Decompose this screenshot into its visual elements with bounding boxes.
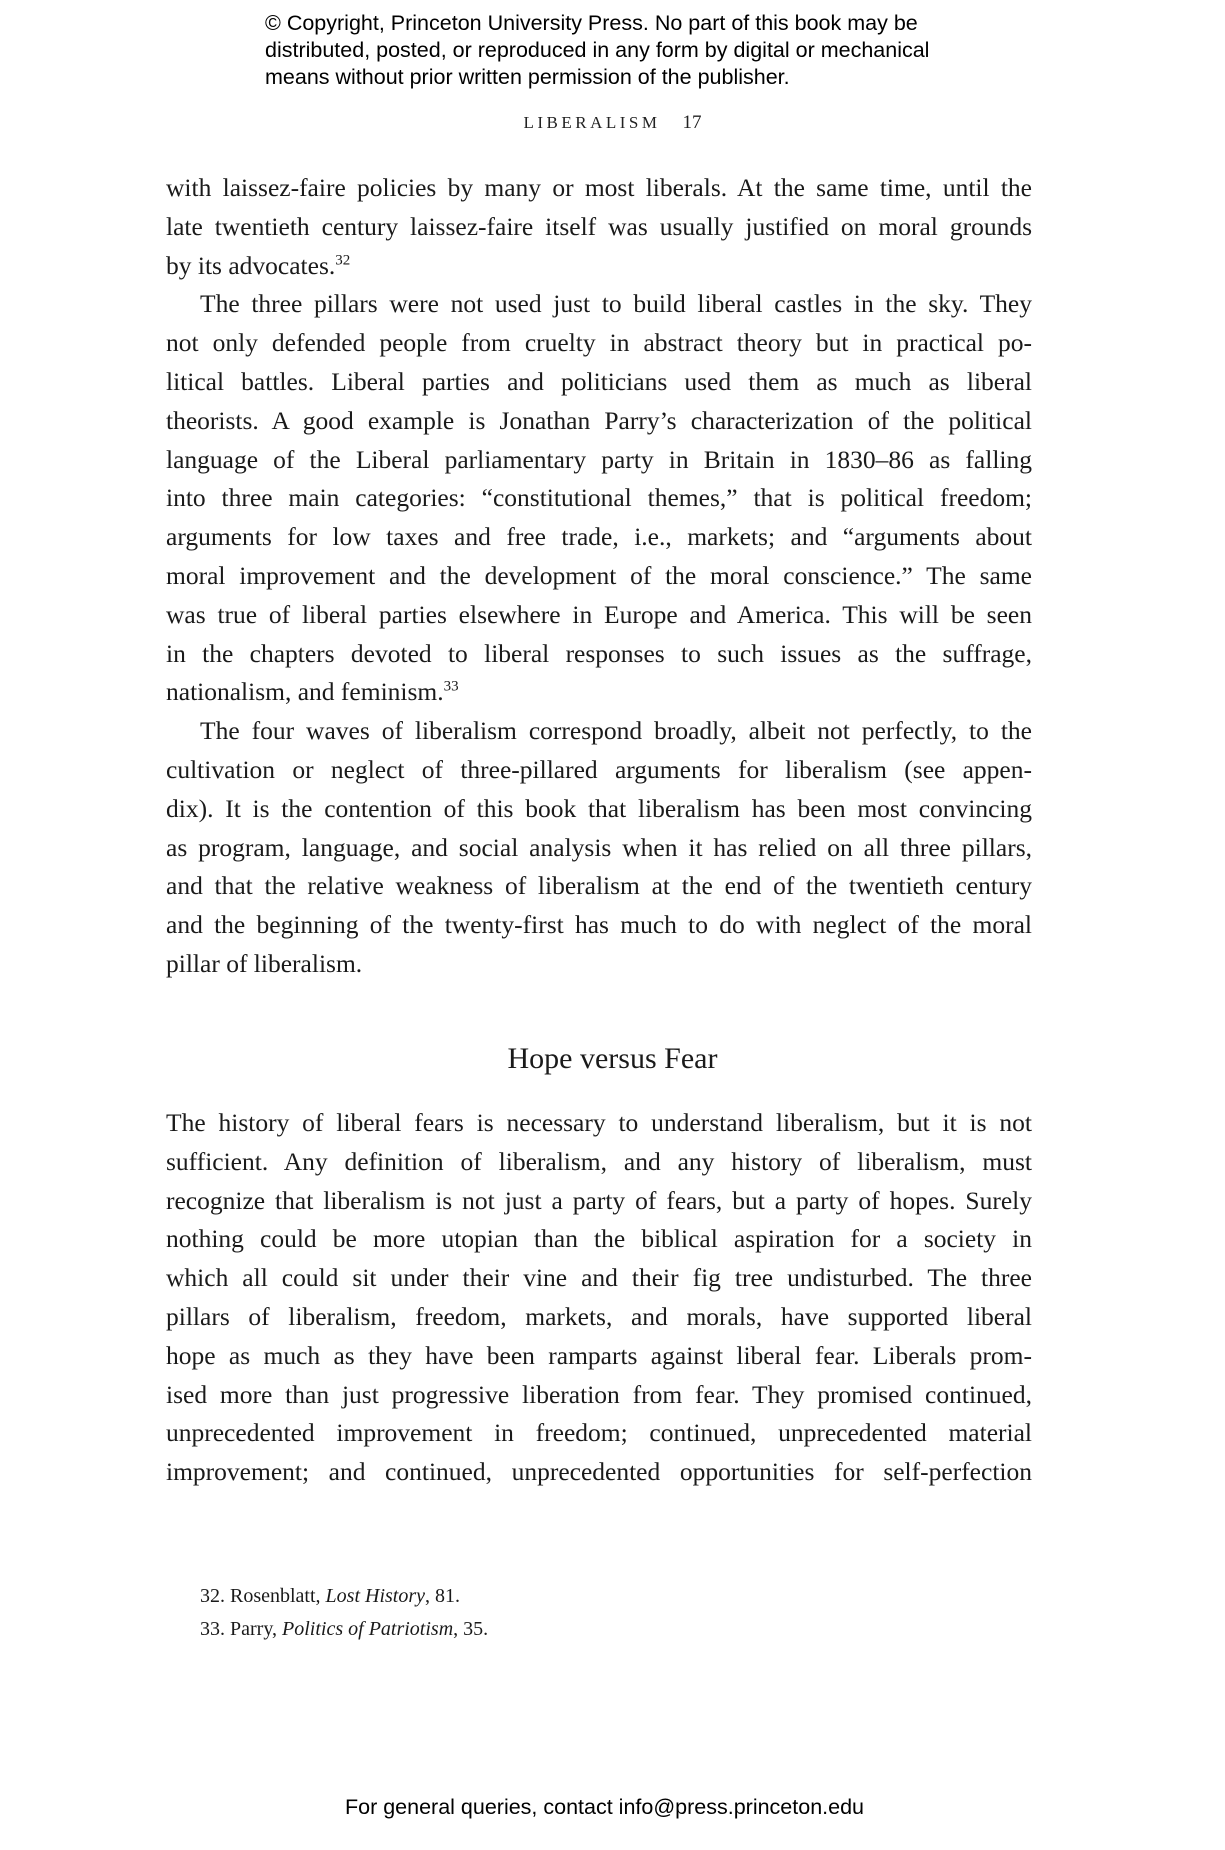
running-head-title: LIBERALISM bbox=[523, 113, 661, 132]
line-text: The four waves of liberalism correspond broadly, albeit not perfectly, to the bbox=[200, 716, 1032, 746]
text-line bbox=[166, 1453, 1032, 1492]
line-text: The three pillars were not used just to build liberal castles in the sky. They bbox=[200, 289, 1032, 319]
footnote-32 bbox=[200, 1580, 488, 1613]
text-line bbox=[166, 1143, 1032, 1182]
text-line bbox=[166, 1104, 1032, 1143]
contact-footer: For general queries, contact info@press.princeton.edu bbox=[345, 1795, 865, 1819]
text-line bbox=[166, 945, 1032, 984]
text-line bbox=[166, 790, 1032, 829]
copyright-line: means without prior written permission of the publisher. bbox=[265, 65, 790, 89]
line-text: nothing could be more utopian than the biblical aspiration for a society in bbox=[166, 1224, 1032, 1254]
footnote-title: Lost History bbox=[325, 1585, 426, 1607]
text-line bbox=[166, 1337, 1032, 1376]
footnote-title: Politics of Patriotism bbox=[282, 1618, 454, 1640]
footnote-author: Rosenblatt, bbox=[230, 1585, 321, 1607]
text-line bbox=[166, 479, 1032, 518]
line-text: unprecedented improvement in freedom; continued, unprecedented material bbox=[166, 1418, 1032, 1448]
line-text: was true of liberal parties elsewhere in Europe and America. This will be seen bbox=[166, 599, 1032, 629]
paragraph bbox=[166, 285, 1032, 712]
text-line bbox=[166, 169, 1032, 208]
text-line bbox=[166, 867, 1032, 906]
text-line bbox=[166, 751, 1032, 790]
line-text: language of the Liberal parliamentary party in Britain in 1830–86 as falling bbox=[166, 444, 1032, 474]
footnote-page: , 35. bbox=[453, 1618, 489, 1640]
text-line bbox=[166, 402, 1032, 441]
text-line bbox=[166, 324, 1032, 363]
footnotes bbox=[200, 1580, 488, 1646]
line-text: arguments for low taxes and free trade, i.e., markets; and “arguments about bbox=[166, 522, 1032, 552]
footnote-33 bbox=[200, 1613, 488, 1646]
line-text: dix). It is the contention of this book that liberalism has been most convincing bbox=[166, 793, 1032, 823]
footnote-author: Parry, bbox=[230, 1618, 278, 1640]
line-text: not only defended people from cruelty in abstract theory but in practical po- bbox=[166, 328, 1032, 358]
text-line bbox=[166, 1298, 1032, 1337]
line-text: and the beginning of the twenty-first has much to do with neglect of the moral bbox=[166, 910, 1032, 940]
text-line bbox=[166, 518, 1032, 557]
line-text: hope as much as they have been ramparts against liberal fear. Liberals prom- bbox=[166, 1340, 1032, 1370]
copyright-line: © Copyright, Princeton University Press. No part of this book may be bbox=[265, 11, 918, 35]
copyright-line: distributed, posted, or reproduced in any form by digital or mechanical bbox=[265, 38, 930, 62]
paragraph bbox=[166, 712, 1032, 984]
line-text: ised more than just progressive liberation from fear. They promised continued, bbox=[166, 1379, 1032, 1409]
text-line bbox=[166, 1414, 1032, 1453]
text-line bbox=[166, 247, 1032, 286]
footnote-reference[interactable]: 32 bbox=[335, 252, 351, 269]
text-line bbox=[166, 285, 1032, 324]
line-text: as program, language, and social analysis when it has relied on all three pillars, bbox=[166, 832, 1032, 862]
line-text: pillar of liberalism. bbox=[166, 948, 363, 978]
running-head bbox=[0, 112, 1225, 134]
line-text: nationalism, and feminism. bbox=[166, 677, 444, 707]
text-line bbox=[166, 596, 1032, 635]
footnote-reference[interactable]: 33 bbox=[443, 678, 459, 695]
body-text-lower bbox=[166, 1104, 1032, 1492]
text-line bbox=[166, 673, 1032, 712]
text-line bbox=[166, 363, 1032, 402]
line-text: in the chapters devoted to liberal responses to such issues as the suffrage, bbox=[166, 638, 1032, 668]
text-line bbox=[166, 635, 1032, 674]
section-heading: Hope versus Fear bbox=[507, 1042, 718, 1075]
line-text: moral improvement and the development of the moral conscience.” The same bbox=[166, 560, 1032, 590]
body-text-upper bbox=[166, 169, 1032, 984]
text-line bbox=[166, 557, 1032, 596]
line-text: sufficient. Any definition of liberalism, and any history of liberalism, must bbox=[166, 1146, 1032, 1176]
text-line bbox=[166, 906, 1032, 945]
line-text: by its advocates. bbox=[166, 250, 336, 280]
paragraph bbox=[166, 169, 1032, 285]
page-number: 17 bbox=[682, 112, 702, 133]
text-line bbox=[166, 208, 1032, 247]
footnote-page: , 81. bbox=[425, 1585, 461, 1607]
text-line bbox=[166, 1376, 1032, 1415]
line-text: improvement; and continued, unprecedented opportunities for self-perfection bbox=[166, 1457, 1032, 1487]
line-text: with laissez-faire policies by many or most liberals. At the same time, until the bbox=[166, 173, 1032, 202]
text-line bbox=[166, 441, 1032, 480]
line-text: litical battles. Liberal parties and politicians used them as much as liberal bbox=[166, 366, 1032, 396]
copyright-notice bbox=[265, 10, 929, 91]
footnote-number: 33. bbox=[200, 1618, 225, 1640]
footnote-number: 32. bbox=[200, 1585, 225, 1607]
paragraph bbox=[166, 1104, 1032, 1492]
text-line bbox=[166, 1259, 1032, 1298]
line-text: recognize that liberalism is not just a party of fears, but a party of hopes. Surely bbox=[166, 1185, 1032, 1215]
line-text: pillars of liberalism, freedom, markets, and morals, have supported liberal bbox=[166, 1301, 1032, 1331]
line-text: and that the relative weakness of liberalism at the end of the twentieth century bbox=[166, 871, 1032, 901]
text-line bbox=[166, 1220, 1032, 1259]
line-text: cultivation or neglect of three-pillared arguments for liberalism (see appen- bbox=[166, 754, 1032, 784]
line-text: which all could sit under their vine and their fig tree undisturbed. The three bbox=[166, 1263, 1032, 1293]
line-text: The history of liberal fears is necessary to understand liberalism, but it is not bbox=[166, 1108, 1032, 1137]
line-text: into three main categories: “constitutional themes,” that is political freedom; bbox=[166, 483, 1032, 513]
line-text: theorists. A good example is Jonathan Parry’s characterization of the political bbox=[166, 405, 1032, 435]
line-text: late twentieth century laissez-faire itself was usually justified on moral grounds bbox=[166, 211, 1032, 241]
text-line bbox=[166, 829, 1032, 868]
text-line bbox=[166, 712, 1032, 751]
text-line bbox=[166, 1182, 1032, 1221]
